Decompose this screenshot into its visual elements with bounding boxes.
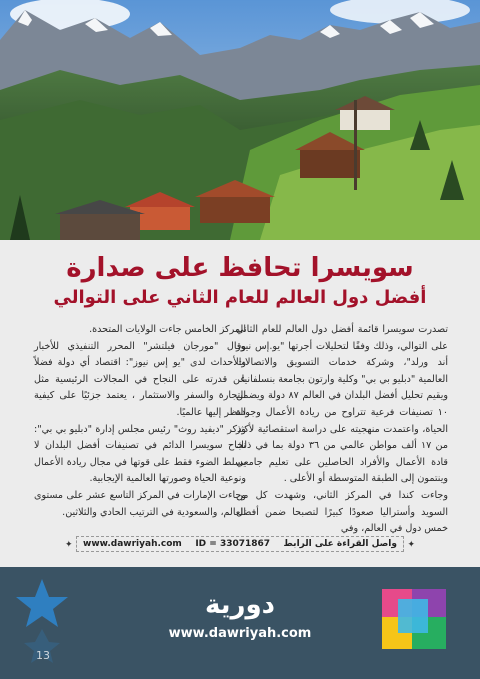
paragraph: وجاءت كندا في المركز الثاني، وشهدت كل من السويد وأستراليا صعودًا كبيرًا لتصبحا ضمن أفضل خمس دول في العالم، وفي [236, 489, 448, 535]
hero-photo-swiss-alps [0, 0, 480, 240]
continue-reading-label: واصل القراءة على الرابط [283, 539, 397, 549]
star-icon: ✦ [65, 540, 73, 550]
continue-reading-link[interactable]: www.dawriyah.com [83, 539, 182, 549]
continue-reading-bar [65, 536, 415, 552]
page-number: 13 [36, 649, 50, 662]
article-column-left [34, 322, 246, 521]
paragraph: وقال "مورجان فيلتشر" المحرر التنفيذي للأخبار والأحداث لدى "يو إس نيوز": اقتصاد أي دولة فضلاً عن قدرته على النجاح في المجالات الرئيسية مثل التجارة والسفر والاستثمار ، يعتمد جزئيًا على كيفية النظر إليها عالميًا. [34, 340, 246, 418]
paragraph: المركز الخامس جاءت الولايات المتحدة. [89, 324, 246, 335]
brand-name: دورية [204, 590, 275, 620]
paragraph: وجاءت الإمارات في المركز التاسع عشر على مستوى العالم، والسعودية في الترتيب الحادي والثلاثين. [34, 489, 246, 518]
article-subtitle: أفضل دول العالم للعام الثاني على التوالي [53, 287, 427, 308]
article-id: ID = 33071867 [195, 539, 271, 549]
footer-band [0, 567, 480, 679]
footer-url[interactable]: www.dawriyah.com [168, 626, 312, 641]
paragraph: تصدرت سويسرا قائمة أفضل دول العالم للعام الثاني على التوالي، وذلك وفقًا لتحليلات أجرتها "يو.إس نيوز أند ورلد"، وشركة خدمات التسويق والاتصالات العالمية "دبليو بي بي" وكلية وارتون بجامعة بنسلفانيا. [236, 324, 448, 385]
article-column-right [236, 322, 448, 538]
paragraph: وذكر "ديفيد روث" رئيس مجلس إدارة "دبليو بي بي": نجاح سويسرا الدائم في تصنيفات أفضل البلدان لا يسلط الضوء فقط على قوتها في مجال ريادة الأعمال ونوعية الحياة وصورتها العالمية الإيجابية. [34, 423, 246, 485]
star-icon: ✦ [407, 540, 415, 550]
paragraph: ويقيم تحليل أفضل البلدان في العالم ٨٧ دولة ويضمن ١٠ تصنيفات فرعية تتراوح من ريادة الأعمال وجودة الحياة، واعتمدت منهجيته على دراسة استقصائية لأكثر من ١٧ ألف مواطن عالمي من ٣٦ دولة بما في ذلك قادة الأعمال والأفراد الحاصلين على تعليم جامعي وينتمون إلى الطبقة المتوسطة أو الأعلى . [236, 390, 448, 485]
article-title: سويسرا تحافظ على صدارة [66, 253, 414, 283]
